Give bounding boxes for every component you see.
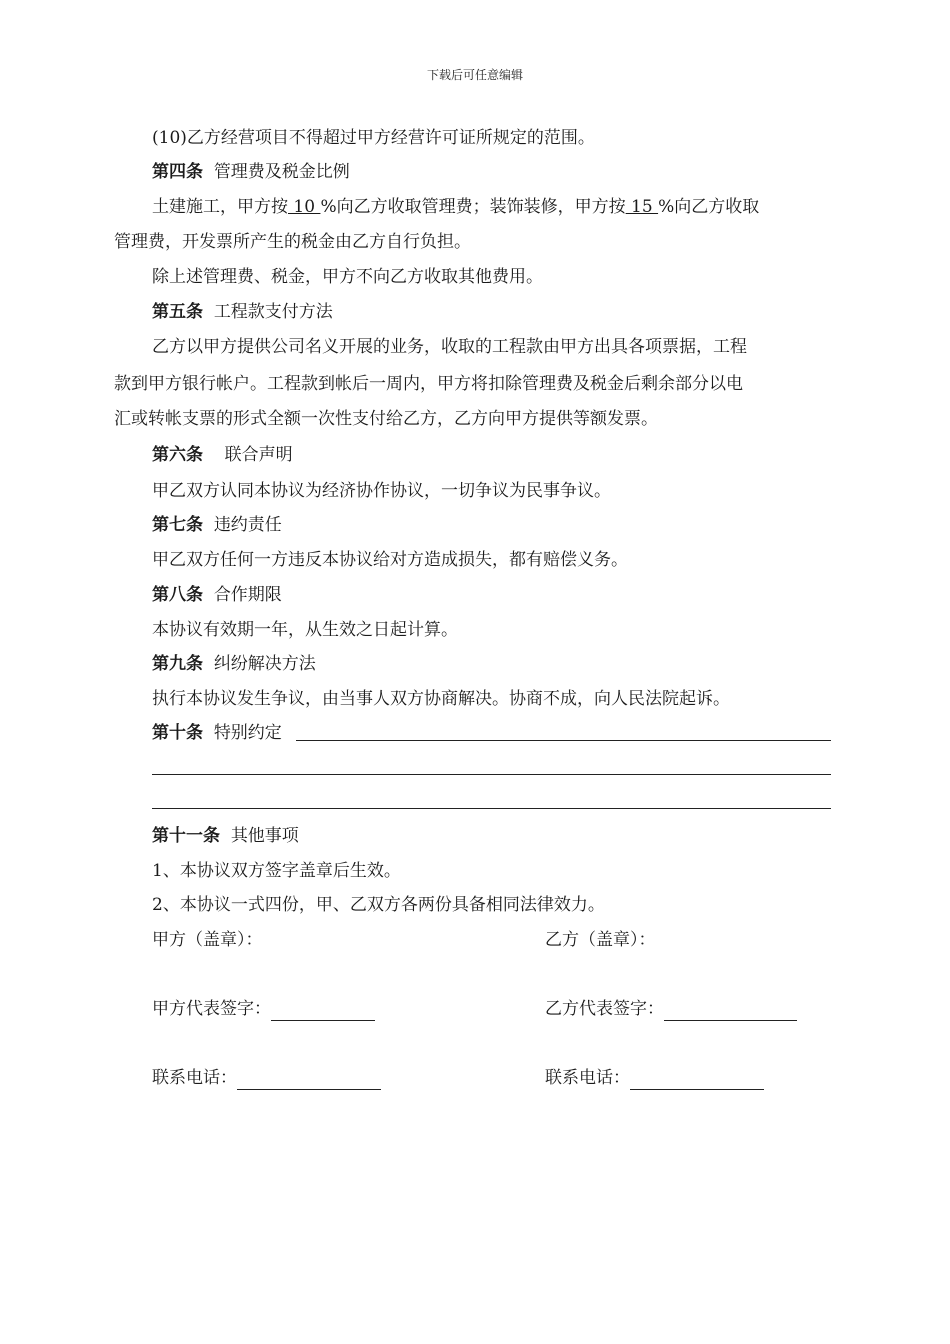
article-11-title: 其他事项 bbox=[230, 826, 299, 846]
article-8-heading-row bbox=[152, 583, 282, 607]
party-b-representative-label: 乙方代表签字： bbox=[545, 999, 664, 1019]
article-9-heading-row bbox=[152, 652, 316, 676]
article-8-body: 本协议有效期一年，从生效之日起计算。 bbox=[152, 620, 458, 640]
party-a-phone-blank bbox=[237, 1071, 381, 1090]
special-agreement-blank-line-1 bbox=[296, 740, 831, 741]
article-6-heading-row bbox=[152, 443, 293, 467]
article-4-text-a: 土建施工，甲方按 bbox=[152, 197, 288, 217]
page-header-note: 下载后可任意编辑 bbox=[426, 68, 523, 82]
decoration-fee-rate: 15 bbox=[625, 197, 659, 217]
party-a-phone-row bbox=[152, 1066, 381, 1090]
article-4-number: 第四条 bbox=[152, 162, 203, 182]
article-4-heading-row bbox=[152, 160, 350, 184]
article-7-title: 违约责任 bbox=[213, 515, 282, 535]
article-10-title: 特别约定 bbox=[213, 723, 282, 743]
party-b-representative-row bbox=[545, 997, 797, 1021]
article-5-title: 工程款支付方法 bbox=[213, 302, 333, 322]
article-11-item-2: 2、本协议一式四份，甲、乙双方各两份具备相同法律效力。 bbox=[152, 895, 605, 915]
article-11-item-1: 1、本协议双方签字盖章后生效。 bbox=[152, 861, 401, 881]
article-4-text-b: %向乙方收取管理费；装饰装修，甲方按 bbox=[320, 197, 626, 217]
party-a-representative-row bbox=[152, 997, 375, 1021]
article-4-paragraph-1 bbox=[152, 195, 759, 219]
construction-fee-rate: 10 bbox=[288, 197, 321, 217]
article-8-title: 合作期限 bbox=[213, 585, 282, 605]
article-5-line-1: 乙方以甲方提供公司名义开展的业务，收取的工程款由甲方出具各项票据，工程 bbox=[152, 337, 747, 357]
party-b-signature-blank bbox=[664, 1002, 797, 1021]
article-5-number: 第五条 bbox=[152, 302, 203, 322]
special-agreement-blank-line-2 bbox=[152, 774, 831, 775]
article-9-number: 第九条 bbox=[152, 654, 203, 674]
clause-item-10: (10)乙方经营项目不得超过甲方经营许可证所规定的范围。 bbox=[152, 128, 595, 148]
article-11-heading-row bbox=[152, 824, 299, 848]
article-5-line-2: 款到甲方银行帐户。工程款到帐后一周内，甲方将扣除管理费及税金后剩余部分以电 bbox=[114, 374, 743, 394]
special-agreement-blank-line-3 bbox=[152, 808, 831, 809]
article-4-title: 管理费及税金比例 bbox=[213, 162, 350, 182]
article-4-paragraph-2: 除上述管理费、税金，甲方不向乙方收取其他费用。 bbox=[152, 267, 543, 287]
article-5-line-3: 汇或转帐支票的形式全额一次性支付给乙方，乙方向甲方提供等额发票。 bbox=[114, 409, 658, 429]
party-a-seal-label: 甲方（盖章）： bbox=[152, 930, 263, 950]
article-10-heading-row bbox=[152, 721, 282, 745]
party-a-representative-label: 甲方代表签字： bbox=[152, 999, 271, 1019]
article-9-title: 纠纷解决方法 bbox=[213, 654, 316, 674]
article-11-number: 第十一条 bbox=[152, 826, 220, 846]
article-8-number: 第八条 bbox=[152, 585, 203, 605]
party-b-seal-label: 乙方（盖章）： bbox=[545, 930, 656, 950]
article-7-body: 甲乙双方任何一方违反本协议给对方造成损失，都有赔偿义务。 bbox=[152, 550, 628, 570]
article-10-number: 第十条 bbox=[152, 723, 203, 743]
article-7-number: 第七条 bbox=[152, 515, 203, 535]
article-6-number: 第六条 bbox=[152, 445, 203, 465]
party-a-phone-label: 联系电话： bbox=[152, 1068, 237, 1088]
party-b-phone-label: 联系电话： bbox=[545, 1068, 630, 1088]
article-4-text-c: %向乙方收取 bbox=[658, 197, 760, 217]
article-6-body: 甲乙双方认同本协议为经济协作协议，一切争议为民事争议。 bbox=[152, 481, 611, 501]
party-b-phone-blank bbox=[630, 1071, 764, 1090]
party-a-signature-blank bbox=[271, 1002, 375, 1021]
article-6-title: 联合声明 bbox=[224, 445, 293, 465]
article-9-body: 执行本协议发生争议，由当事人双方协商解决。协商不成，向人民法院起诉。 bbox=[152, 689, 730, 709]
article-7-heading-row bbox=[152, 513, 282, 537]
article-4-paragraph-1-cont: 管理费，开发票所产生的税金由乙方自行负担。 bbox=[114, 232, 471, 252]
party-b-phone-row bbox=[545, 1066, 764, 1090]
article-5-heading-row bbox=[152, 300, 333, 324]
